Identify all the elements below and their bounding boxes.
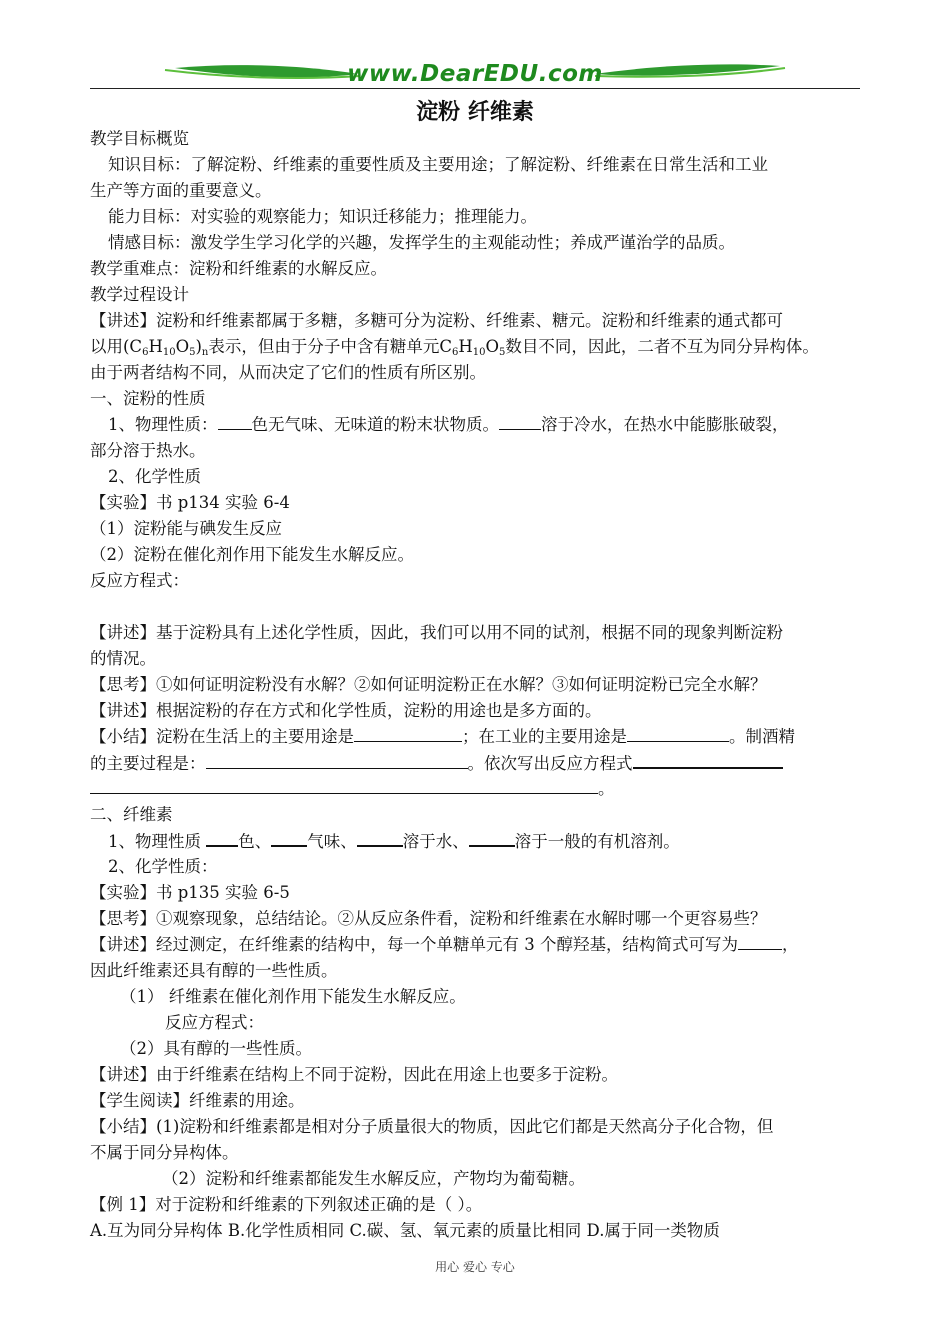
fill-blank-line: 【小结】淀粉在生活上的主要用途是 ；在工业的主要用途是 。制酒精 [90, 724, 865, 750]
answer-blank[interactable] [206, 751, 468, 769]
header-rule [90, 88, 860, 89]
formula-line: 以用$(C_6H_{10}O_5)_n$表示，但由于分子中含有糖单元$C_6H_{10}O_5$数目不同，因此，二者不互为同分异构体。 [90, 337, 819, 358]
text-line: 反应方程式： [90, 571, 189, 590]
fill-blank-line: 。 [90, 776, 865, 802]
answer-blank[interactable] [469, 828, 515, 847]
answer-blank[interactable] [206, 828, 238, 847]
text-line: 【讲述】根据淀粉的存在方式和化学性质，淀粉的用途也是多方面的。 [90, 701, 602, 720]
text-line: 教学目标概览 [90, 129, 189, 148]
answer-blank[interactable] [271, 828, 307, 847]
text-line: 2、化学性质： [108, 857, 218, 876]
fill-blank-line: 【讲述】经过测定，在纤维素的结构中，每一个单糖单元有 3 个醇羟基，结构简式可写为 ， [90, 932, 865, 958]
text-line: 【实验】书 p135 实验 6-5 [90, 883, 290, 902]
text-line: 情感目标：激发学生学习化学的兴趣，发挥学生的主观能动性；养成严谨治学的品质。 [108, 233, 735, 252]
text-line: 【学生阅读】纤维素的用途。 [90, 1091, 305, 1110]
answer-options-line: A.互为同分异构体 B.化学性质相同 C.碳、氢、氧元素的质量比相同 D.属于同一类物质 [90, 1221, 720, 1240]
text-line: 因此纤维素还具有醇的一些性质。 [90, 961, 338, 980]
answer-blank[interactable] [499, 412, 541, 430]
page-title: 淀粉 纤维素 [416, 100, 534, 125]
answer-blank[interactable] [627, 724, 729, 742]
fill-blank-line: 1、物理性质： 色无气味、无味道的粉末状物质。 溶于冷水，在热水中能膨胀破裂， [90, 412, 865, 438]
text-line: 2、化学性质 [108, 467, 201, 486]
text-line: （1） 纤维素在催化剂作用下能发生水解反应。 [120, 987, 466, 1006]
fill-blank-line: 1、物理性质 色、 气味、 溶于水、 溶于一般的有机溶剂。 [90, 828, 865, 854]
site-logo-text: www.DearEDU.com [347, 61, 603, 87]
page-footer: 用心 爱心 专心 [435, 1260, 515, 1274]
text-line: 不属于同分异构体。 [90, 1143, 239, 1162]
text-line: 知识目标：了解淀粉、纤维素的重要性质及主要用途；了解淀粉、纤维素在日常生活和工业 [108, 155, 768, 174]
text-line: 【实验】书 p134 实验 6-4 [90, 493, 290, 512]
text-line: 【小结】(1)淀粉和纤维素都是相对分子质量很大的物质，因此它们都是天然高分子化合物，但 [90, 1117, 774, 1136]
text-line: 能力目标：对实验的观察能力；知识迁移能力；推理能力。 [108, 207, 537, 226]
text-line: （2）淀粉和纤维素都能发生水解反应，产物均为葡萄糖。 [162, 1169, 585, 1188]
fill-blank-line: 的主要过程是： 。依次写出反应方程式 [90, 750, 865, 776]
text-line: 反应方程式： [165, 1013, 264, 1032]
text-line: 【讲述】由于纤维素在结构上不同于淀粉，因此在用途上也要多于淀粉。 [90, 1065, 618, 1084]
text-line: 【讲述】基于淀粉具有上述化学性质，因此，我们可以用不同的试剂，根据不同的现象判断淀粉 [90, 623, 783, 642]
document-body [90, 126, 865, 1244]
answer-blank[interactable] [738, 932, 782, 950]
text-line: 的情况。 [90, 649, 156, 668]
text-line: （2）具有醇的一些性质。 [120, 1039, 312, 1058]
text-line: 【思考】①观察现象，总结结论。②从反应条件看，淀粉和纤维素在水解时哪一个更容易些？ [90, 909, 767, 928]
section-heading: 一、淀粉的性质 [90, 389, 206, 408]
text-line: 由于两者结构不同，从而决定了它们的性质有所区别。 [90, 363, 486, 382]
text-line: 教学重难点：淀粉和纤维素的水解反应。 [90, 259, 387, 278]
text-line: 【讲述】淀粉和纤维素都属于多糖，多糖可分为淀粉、纤维素、糖元。淀粉和纤维素的通式都可 [90, 311, 783, 330]
text-line: （1）淀粉能与碘发生反应 [90, 519, 282, 538]
answer-blank[interactable] [357, 828, 403, 847]
text-line: （2）淀粉在催化剂作用下能发生水解反应。 [90, 545, 414, 564]
text-line: 生产等方面的重要意义。 [90, 181, 272, 200]
section-heading: 二、纤维素 [90, 805, 173, 824]
answer-blank[interactable] [633, 750, 783, 769]
text-line: 教学过程设计 [90, 285, 189, 304]
header-banner [90, 58, 860, 90]
answer-blank[interactable] [354, 724, 462, 742]
answer-blank[interactable] [90, 776, 598, 794]
question-line: 【例 1】对于淀粉和纤维素的下列叙述正确的是（ ）。 [90, 1195, 483, 1214]
answer-blank[interactable] [218, 412, 252, 430]
text-line: 部分溶于热水。 [90, 441, 206, 460]
text-line: 【思考】①如何证明淀粉没有水解？②如何证明淀粉正在水解？③如何证明淀粉已完全水解？ [90, 675, 767, 694]
